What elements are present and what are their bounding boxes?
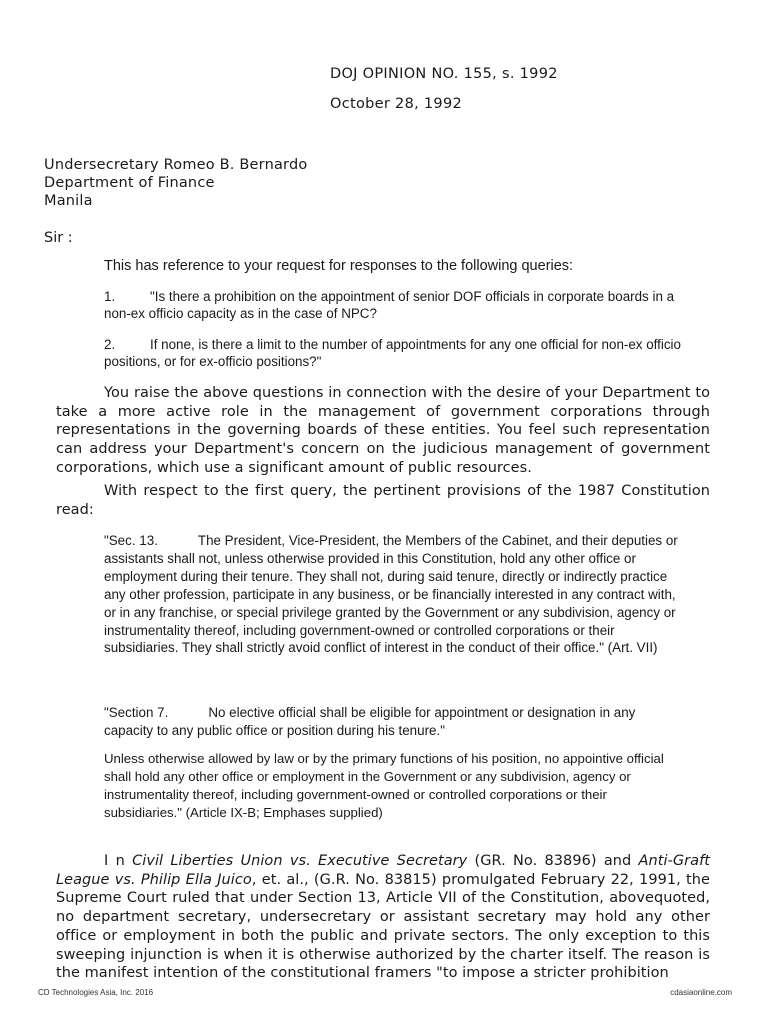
query-number: 1. bbox=[104, 289, 116, 304]
footer-website: cdasiaonline.com bbox=[670, 988, 732, 997]
quote-text: No elective official shall be eligible for appointment or designation in any capacity to any public office or position during his tenure." bbox=[104, 705, 636, 738]
query-text: "Is there a prohibition on the appointment of senior DOF officials in corporate boards in a non-ex officio capacity as in the case of NPC? bbox=[104, 289, 675, 321]
query-2 bbox=[104, 336, 684, 370]
addressee-city: Manila bbox=[44, 193, 93, 209]
body-paragraph-2: With respect to the first query, the pertinent provisions of the 1987 Constitution read: bbox=[56, 483, 710, 518]
query-number: 2. bbox=[104, 337, 116, 352]
body-paragraph-3 bbox=[56, 852, 710, 983]
quote-section-7 bbox=[104, 704, 684, 740]
query-text: If none, is there a limit to the number of appointments for any one official for non-ex officio positions, or for ex-officio positions?" bbox=[104, 337, 681, 369]
salutation: Sir : bbox=[44, 230, 73, 246]
intro-paragraph: This has reference to your request for responses to the following queries: bbox=[104, 258, 574, 274]
query-1 bbox=[104, 288, 684, 322]
case-ruling-text: , et. al., (G.R. No. 83815) promulgated February 22, 1991, the Supreme Court ruled that under Section 13, Article VII of the Constitution, abovequoted, no department secretary, undersecretary or assistant secretary may hold any other office or employment in both the public and private sectors. The only exception to this sweeping injunction is when it is otherwise authorized by the charter itself. The reason is the manifest intention of the constitutional framers "to impose a stricter prohibition bbox=[56, 871, 710, 982]
opinion-date: October 28, 1992 bbox=[330, 96, 463, 112]
quote-label: "Sec. 13. bbox=[104, 533, 158, 548]
addressee-department: Department of Finance bbox=[44, 175, 215, 191]
case-lead: I n bbox=[104, 853, 125, 869]
opinion-number: DOJ OPINION NO. 155, s. 1992 bbox=[330, 66, 558, 82]
addressee-block bbox=[44, 156, 307, 210]
footer-copyright: CD Technologies Asia, Inc. 2016 bbox=[38, 988, 154, 997]
addressee-name: Undersecretary Romeo B. Bernardo bbox=[44, 157, 308, 173]
case-citation-1: Civil Liberties Union vs. Executive Secretary bbox=[132, 853, 468, 869]
case-number-1: (GR. No. 83896) and bbox=[474, 853, 632, 869]
quote-text: The President, Vice-President, the Members of the Cabinet, and their deputies or assistants shall not, unless otherwise provided in this Constitution, hold any other office or employment during their tenure. They shall not, during said tenure, directly or indirectly practice any other profession, participate in any business, or be financially interested in any contract with, or in any franchise, or special privilege granted by the Government or any subdivision, agency or instrumentality thereof, including government-owned or controlled corporations or their subsidiaries. They shall strictly avoid conflict of interest in the conduct of their office." (Art. VII) bbox=[104, 533, 678, 656]
body-paragraph-1: You raise the above questions in connection with the desire of your Department to take a more active role in the management of government corporations through representations in the governing boards of these entities. You feel such representation can address your Department's concern on the judicious management of government corporations, which use a significant amount of public resources. bbox=[56, 385, 710, 476]
quote-label: "Section 7. bbox=[104, 705, 169, 720]
quote-sec-13 bbox=[104, 532, 684, 657]
case-citation-2: Anti-Graft League vs. Philip Ella Juico bbox=[56, 853, 710, 888]
quote-unless-otherwise: Unless otherwise allowed by law or by the primary functions of his position, no appointive official shall hold any other office or employment in the Government or any subdivision, agency or instrumentality thereof, including government-owned or controlled corporations or their subsidiaries." (Article IX-B; Emphases supplied) bbox=[104, 751, 664, 820]
